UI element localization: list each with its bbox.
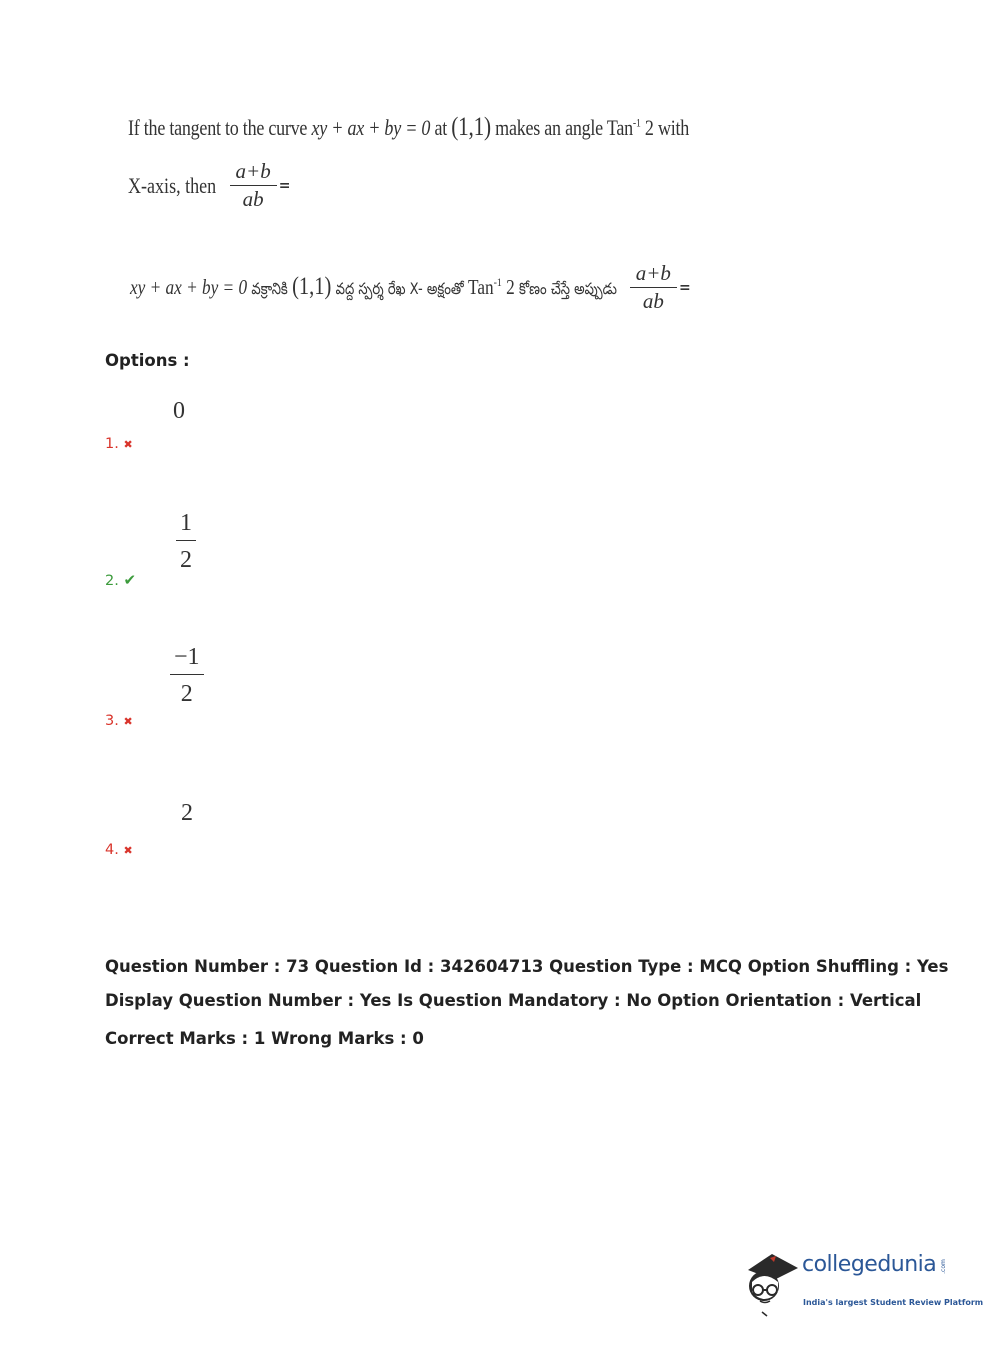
- telugu-text: వక్రానికి: [251, 279, 288, 299]
- option-1-number: [105, 436, 133, 452]
- option-number-label: 2.: [105, 573, 119, 589]
- brand-suffix: .com: [940, 1259, 948, 1274]
- question-text: makes an angle: [495, 115, 603, 140]
- wrong-icon: ✖: [123, 438, 133, 451]
- question-line-te: [130, 262, 691, 313]
- question-text: X-axis, then: [128, 172, 217, 198]
- equals-sign: =: [278, 177, 291, 194]
- tan-value: 2: [506, 275, 515, 300]
- point: (1,1): [451, 112, 491, 141]
- curve-equation: xy + ax + by = 0: [130, 275, 248, 300]
- tan-function: Tan: [606, 115, 633, 140]
- fraction-numerator: a+b: [230, 160, 277, 186]
- check-icon: ✔: [123, 571, 137, 589]
- option-3-number: [105, 713, 133, 729]
- brand-tagline: India's largest Student Review Platform: [803, 1298, 984, 1307]
- telugu-text: వద్ద స్పర్శ రేఖ X- అక్షంతో: [335, 279, 464, 299]
- inverse-exponent: -1: [493, 275, 502, 290]
- option-2-number: [105, 571, 136, 589]
- option-number-label: 3.: [105, 713, 119, 729]
- fraction-numerator: −1: [170, 644, 204, 675]
- tan-function: Tan: [468, 275, 494, 300]
- fraction-expression: [630, 262, 677, 313]
- question-text: at: [434, 115, 447, 140]
- question-meta-line-1: Question Number : 73 Question Id : 342604713 Question Type : MCQ Option Shuffling : Yes: [105, 957, 949, 976]
- option-4-number: [105, 842, 133, 858]
- option-1-value: 0: [173, 398, 185, 424]
- curve-equation: xy + ax + by = 0: [311, 115, 431, 140]
- tan-value: 2: [644, 115, 654, 140]
- option-4-value: 2: [181, 800, 193, 826]
- inverse-exponent: -1: [632, 115, 641, 130]
- option-number-label: 4.: [105, 842, 119, 858]
- question-text: with: [657, 115, 690, 140]
- fraction-denominator: 2: [180, 681, 193, 708]
- fraction-denominator: 2: [180, 547, 192, 574]
- fraction-denominator: ab: [642, 289, 664, 314]
- option-2-value: [176, 510, 196, 574]
- question-meta-line-3: Correct Marks : 1 Wrong Marks : 0: [105, 1029, 424, 1048]
- mascot-icon: [740, 1248, 802, 1318]
- point: (1,1): [292, 273, 332, 301]
- fraction-expression: [230, 160, 277, 211]
- fraction-denominator: ab: [242, 187, 264, 212]
- wrong-icon: ✖: [123, 715, 133, 728]
- wrong-icon: ✖: [123, 844, 133, 857]
- question-meta-line-2: Display Question Number : Yes Is Question Mandatory : No Option Orientation : Vertical: [105, 991, 922, 1010]
- options-label: Options :: [105, 351, 190, 370]
- equals-sign: =: [678, 279, 691, 296]
- telugu-text: కోణం చేస్తే అప్పుడు: [519, 279, 617, 299]
- collegedunia-logo: [740, 1248, 984, 1318]
- option-3-value: [170, 644, 204, 708]
- brand-name: collegedunia: [802, 1252, 937, 1277]
- question-text: If the tangent to the curve: [128, 115, 308, 140]
- fraction-numerator: 1: [176, 510, 196, 541]
- fraction-numerator: a+b: [630, 262, 677, 288]
- question-line-en-1: [128, 112, 689, 142]
- question-line-en-2: [128, 160, 290, 211]
- option-number-label: 1.: [105, 436, 119, 452]
